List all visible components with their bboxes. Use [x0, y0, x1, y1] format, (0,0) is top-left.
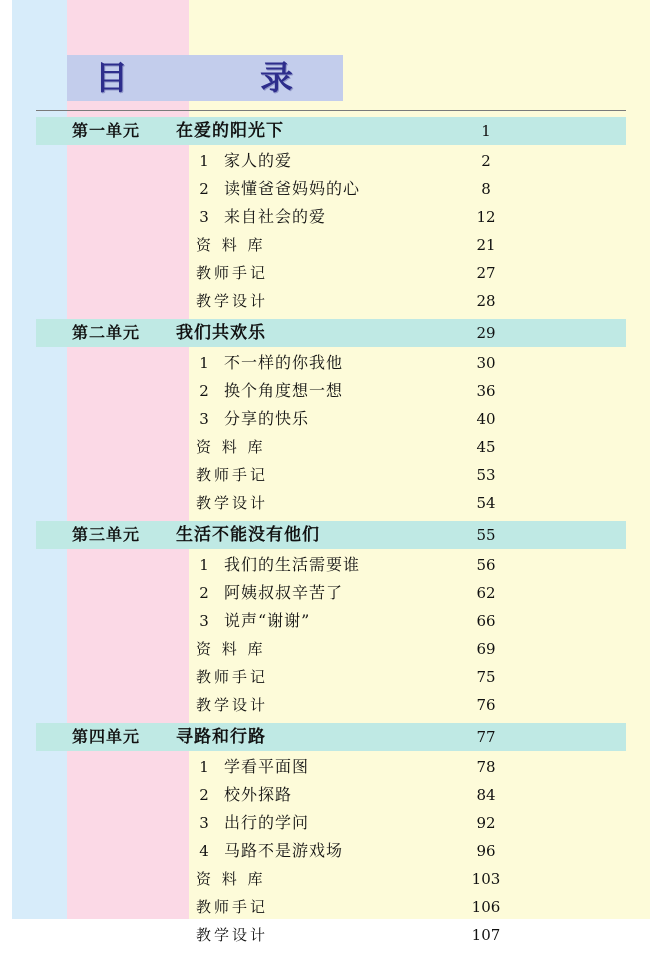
entry-number: 3 — [199, 612, 209, 630]
entry-number: 2 — [199, 382, 209, 400]
unit-row[interactable] — [36, 319, 626, 347]
entry-page-number: 27 — [476, 264, 496, 282]
unit-page-number: 29 — [476, 324, 496, 342]
entry-title: 马路不是游戏场 — [224, 841, 344, 860]
unit-row[interactable] — [36, 521, 626, 549]
unit-title: 生活不能没有他们 — [176, 525, 320, 545]
entry-title: 家人的爱 — [224, 151, 293, 170]
toc-entry-row[interactable] — [36, 579, 626, 607]
entry-title: 换个角度想一想 — [224, 381, 344, 400]
entry-page-number: 30 — [476, 354, 496, 372]
toc-entry-row[interactable] — [36, 405, 626, 433]
entry-page-number: 75 — [476, 668, 496, 686]
toc-entry-row[interactable] — [36, 461, 626, 489]
toc-entry-row[interactable] — [36, 893, 626, 921]
toc-entry-row[interactable] — [36, 607, 626, 635]
unit-row[interactable] — [36, 723, 626, 751]
entry-number: 1 — [199, 556, 209, 574]
entry-title: 出行的学问 — [224, 813, 310, 832]
unit-title: 寻路和行路 — [176, 727, 266, 747]
entry-page-number: 54 — [476, 494, 496, 512]
toc-entry-row[interactable] — [36, 753, 626, 781]
unit-title: 在爱的阳光下 — [176, 121, 284, 141]
entry-page-number: 69 — [476, 640, 496, 658]
toc-list — [36, 117, 626, 953]
entry-number: 3 — [199, 410, 209, 428]
title-divider — [36, 110, 626, 111]
entry-number: 1 — [199, 758, 209, 776]
toc-entry-row[interactable] — [36, 175, 626, 203]
entry-number: 2 — [199, 180, 209, 198]
unit-label: 第四单元 — [72, 727, 141, 746]
entry-page-number: 53 — [476, 466, 496, 484]
entry-title: 教学设计 — [196, 494, 269, 512]
entry-title: 我们的生活需要谁 — [224, 555, 361, 574]
toc-entry-row[interactable] — [36, 287, 626, 315]
entry-page-number: 8 — [481, 180, 491, 198]
entry-title: 不一样的你我他 — [224, 353, 344, 372]
toc-entry-row[interactable] — [36, 921, 626, 949]
entry-title: 教师手记 — [196, 898, 269, 916]
entry-page-number: 36 — [476, 382, 496, 400]
entry-title: 校外探路 — [224, 785, 293, 804]
entry-title: 资 料 库 — [196, 236, 266, 254]
toc-entry-row[interactable] — [36, 691, 626, 719]
toc-entry-row[interactable] — [36, 259, 626, 287]
unit-group — [36, 319, 626, 521]
entry-number: 2 — [199, 786, 209, 804]
entry-page-number: 28 — [476, 292, 496, 310]
toc-entry-row[interactable] — [36, 781, 626, 809]
page-title: 目 录 — [95, 58, 315, 97]
entry-page-number: 96 — [476, 842, 496, 860]
entry-page-number: 2 — [481, 152, 491, 170]
toc-entry-row[interactable] — [36, 837, 626, 865]
entry-title: 教学设计 — [196, 926, 269, 944]
group-spacer — [36, 949, 626, 953]
entry-page-number: 107 — [471, 926, 501, 944]
entry-title: 教师手记 — [196, 466, 269, 484]
toc-entry-row[interactable] — [36, 377, 626, 405]
entry-number: 3 — [199, 814, 209, 832]
entry-title: 教学设计 — [196, 292, 269, 310]
decorative-band-white — [0, 0, 12, 919]
entry-page-number: 92 — [476, 814, 496, 832]
entry-title: 资 料 库 — [196, 438, 266, 456]
unit-row[interactable] — [36, 117, 626, 145]
toc-entry-row[interactable] — [36, 809, 626, 837]
entry-page-number: 76 — [476, 696, 496, 714]
entry-title: 读懂爸爸妈妈的心 — [224, 179, 361, 198]
entry-page-number: 45 — [476, 438, 496, 456]
toc-entry-row[interactable] — [36, 433, 626, 461]
entry-title: 阿姨叔叔辛苦了 — [224, 583, 344, 602]
unit-group — [36, 521, 626, 723]
entry-title: 教学设计 — [196, 696, 269, 714]
entry-title: 资 料 库 — [196, 640, 266, 658]
entry-title: 来自社会的爱 — [224, 207, 327, 226]
unit-label: 第三单元 — [72, 525, 141, 544]
entry-number: 3 — [199, 208, 209, 226]
unit-label: 第二单元 — [72, 323, 141, 342]
entry-title: 教师手记 — [196, 668, 269, 686]
unit-group — [36, 723, 626, 953]
entry-title: 分享的快乐 — [224, 409, 310, 428]
entry-title: 资 料 库 — [196, 870, 266, 888]
entry-page-number: 12 — [476, 208, 496, 226]
unit-page-number: 55 — [476, 526, 496, 544]
entry-number: 2 — [199, 584, 209, 602]
toc-entry-row[interactable] — [36, 147, 626, 175]
entry-page-number: 40 — [476, 410, 496, 428]
toc-entry-row[interactable] — [36, 203, 626, 231]
toc-entry-row[interactable] — [36, 551, 626, 579]
entry-number: 4 — [199, 842, 209, 860]
entry-page-number: 78 — [476, 758, 496, 776]
entry-title: 教师手记 — [196, 264, 269, 282]
toc-entry-row[interactable] — [36, 635, 626, 663]
toc-entry-row[interactable] — [36, 489, 626, 517]
toc-entry-row[interactable] — [36, 663, 626, 691]
entry-page-number: 66 — [476, 612, 496, 630]
entry-page-number: 84 — [476, 786, 496, 804]
entry-page-number: 56 — [476, 556, 496, 574]
entry-title: 学看平面图 — [224, 757, 310, 776]
toc-entry-row[interactable] — [36, 231, 626, 259]
unit-page-number: 77 — [476, 728, 496, 746]
unit-title: 我们共欢乐 — [176, 323, 266, 343]
toc-entry-row[interactable] — [36, 865, 626, 893]
entry-page-number: 106 — [471, 898, 501, 916]
unit-group — [36, 117, 626, 319]
entry-page-number: 62 — [476, 584, 496, 602]
entry-number: 1 — [199, 354, 209, 372]
entry-page-number: 21 — [476, 236, 496, 254]
entry-page-number: 103 — [471, 870, 501, 888]
entry-number: 1 — [199, 152, 209, 170]
toc-entry-row[interactable] — [36, 349, 626, 377]
unit-page-number: 1 — [481, 122, 491, 140]
unit-label: 第一单元 — [72, 121, 141, 140]
entry-title: 说声“谢谢” — [224, 611, 311, 630]
